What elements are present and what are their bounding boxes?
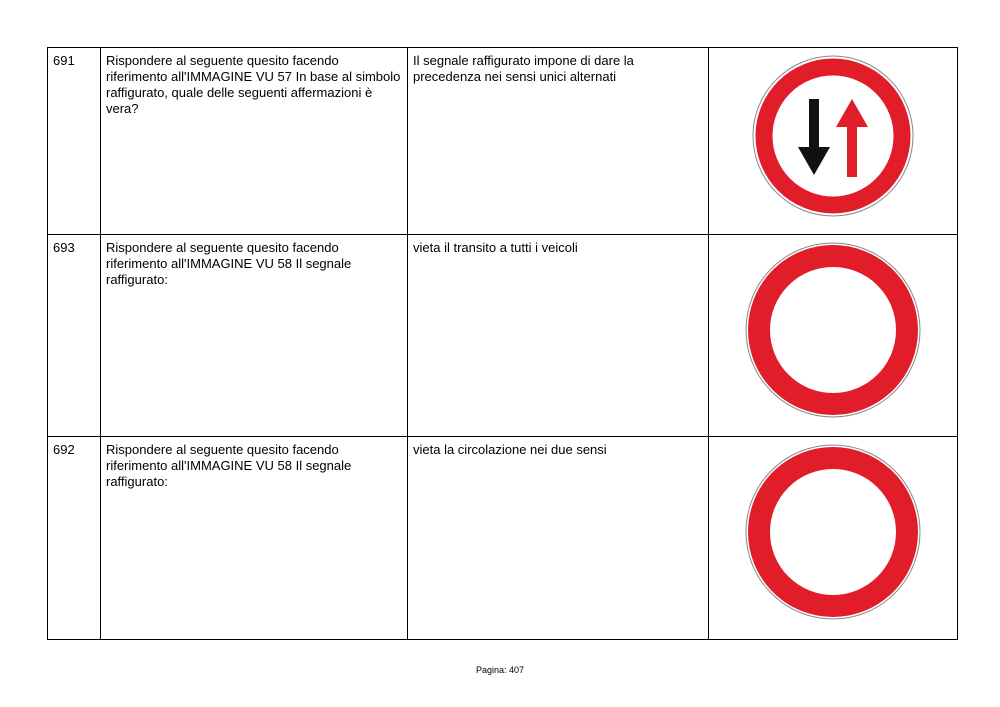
no-vehicles-sign-icon [743,240,923,420]
question-text: Rispondere al seguente quesito facendo riferimento all'IMMAGINE VU 57 In base al simbolo raffigurato, quale delle seguenti affermazioni è vera? [101,48,408,235]
answer-text: vieta il transito a tutti i veicoli [408,235,709,437]
question-text: Rispondere al seguente quesito facendo riferimento all'IMMAGINE VU 58 Il segnale raffigurato: [101,235,408,437]
table-row [48,235,958,437]
question-text: Rispondere al seguente quesito facendo riferimento all'IMMAGINE VU 58 Il segnale raffigurato: [101,437,408,640]
priority-oncoming-traffic-sign-icon [750,53,916,219]
table-row [48,437,958,640]
sign-image-cell [709,235,958,437]
questions-table [47,47,958,640]
table-row [48,48,958,235]
sign-image-cell [709,48,958,235]
question-number: 693 [48,235,101,437]
sign-image-cell [709,437,958,640]
no-vehicles-sign-icon [743,442,923,622]
answer-text: Il segnale raffigurato impone di dare la precedenza nei sensi unici alternati [408,48,709,235]
question-number: 692 [48,437,101,640]
answer-text: vieta la circolazione nei due sensi [408,437,709,640]
page-number: Pagina: 407 [475,665,525,675]
question-number: 691 [48,48,101,235]
